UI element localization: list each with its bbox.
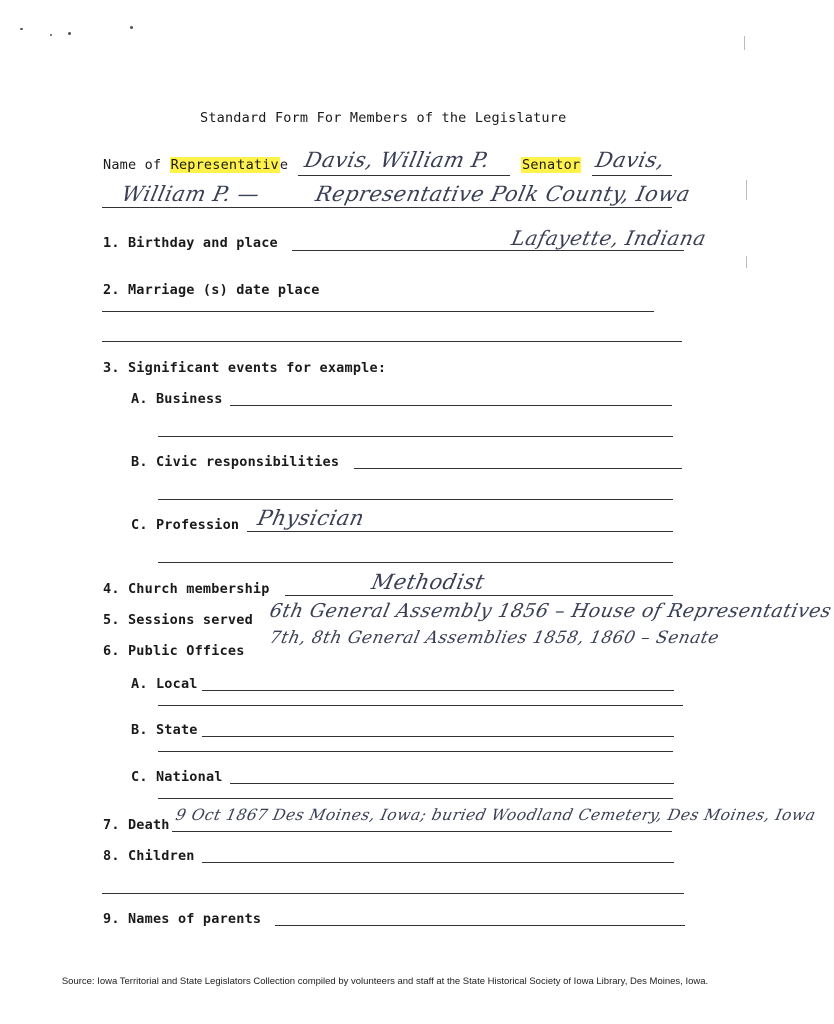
handwritten-first-name: William P. — xyxy=(119,182,262,206)
parents-line xyxy=(275,925,685,926)
birthday-line xyxy=(292,250,684,251)
national-line-2 xyxy=(158,798,673,799)
children-line-2 xyxy=(102,893,684,894)
handwritten-church: Methodist xyxy=(369,570,487,594)
civic-line-1 xyxy=(354,468,682,469)
handwritten-birthplace: Lafayette, Indiana xyxy=(509,226,709,250)
handwritten-name: Davis, William P. xyxy=(302,148,492,172)
scan-edge xyxy=(744,36,745,50)
birthday-label: 1. Birthday and place xyxy=(103,235,278,251)
name-underline xyxy=(298,175,510,176)
scan-speck xyxy=(68,32,71,35)
death-line xyxy=(172,831,672,832)
representative-label-end: e xyxy=(279,157,289,173)
handwritten-sessions-2: 7th, 8th General Assemblies 1858, 1860 – Senate xyxy=(267,628,721,648)
business-line-2 xyxy=(158,436,673,437)
civic-label: B. Civic responsibilities xyxy=(131,454,340,470)
marriage-label: 2. Marriage (s) date place xyxy=(103,282,320,298)
children-line-1 xyxy=(202,862,674,863)
handwritten-death: 9 Oct 1867 Des Moines, Iowa; buried Woodland Cemetery, Des Moines, Iowa xyxy=(174,806,818,824)
civic-line-2 xyxy=(158,499,673,500)
scan-speck xyxy=(20,28,23,30)
local-line-1 xyxy=(202,690,674,691)
senator-underline xyxy=(592,175,672,176)
profession-line-2 xyxy=(158,562,673,563)
source-caption: Source: Iowa Territorial and State Legislators Collection compiled by volunteers and staff at the State Historical Society of Iowa Library, Des Moines, Iowa. xyxy=(61,976,709,987)
name-line-2 xyxy=(102,207,672,208)
scan-edge xyxy=(746,256,747,268)
scan-speck xyxy=(50,34,52,36)
name-of-label xyxy=(103,157,288,173)
church-line xyxy=(285,595,673,596)
business-label: A. Business xyxy=(131,391,223,407)
marriage-line-1 xyxy=(102,311,654,312)
local-line-2 xyxy=(158,705,683,706)
scan-edge xyxy=(746,180,747,200)
representative-label: Representativ xyxy=(170,157,279,173)
business-line-1 xyxy=(230,405,672,406)
public-offices-label: 6. Public Offices xyxy=(103,643,245,659)
state-line-1 xyxy=(202,736,674,737)
national-line-1 xyxy=(230,783,674,784)
scan-speck xyxy=(130,26,133,29)
local-label: A. Local xyxy=(131,676,198,692)
significant-events-label: 3. Significant events for example: xyxy=(103,360,387,376)
parents-label: 9. Names of parents xyxy=(103,911,262,927)
profession-label: C. Profession xyxy=(131,517,240,533)
name-of-text: Name of xyxy=(103,157,170,173)
state-label: B. State xyxy=(131,722,198,738)
handwritten-profession: Physician xyxy=(255,506,367,530)
state-line-2 xyxy=(158,751,673,752)
death-label: 7. Death xyxy=(103,817,170,833)
handwritten-district: Representative Polk County, Iowa xyxy=(313,182,693,206)
sessions-label: 5. Sessions served xyxy=(103,612,253,628)
marriage-line-2 xyxy=(102,341,682,342)
children-label: 8. Children xyxy=(103,848,195,864)
senator-highlight: Senator xyxy=(522,157,581,173)
church-label: 4. Church membership xyxy=(103,581,270,597)
national-label: C. National xyxy=(131,769,223,785)
handwritten-sessions-1: 6th General Assembly 1856 – House of Representatives xyxy=(267,600,834,622)
form-title: Standard Form For Members of the Legislature xyxy=(200,110,567,126)
profession-line-1 xyxy=(247,531,673,532)
senator-label xyxy=(521,157,581,173)
handwritten-name-senator: Davis, xyxy=(593,148,667,172)
